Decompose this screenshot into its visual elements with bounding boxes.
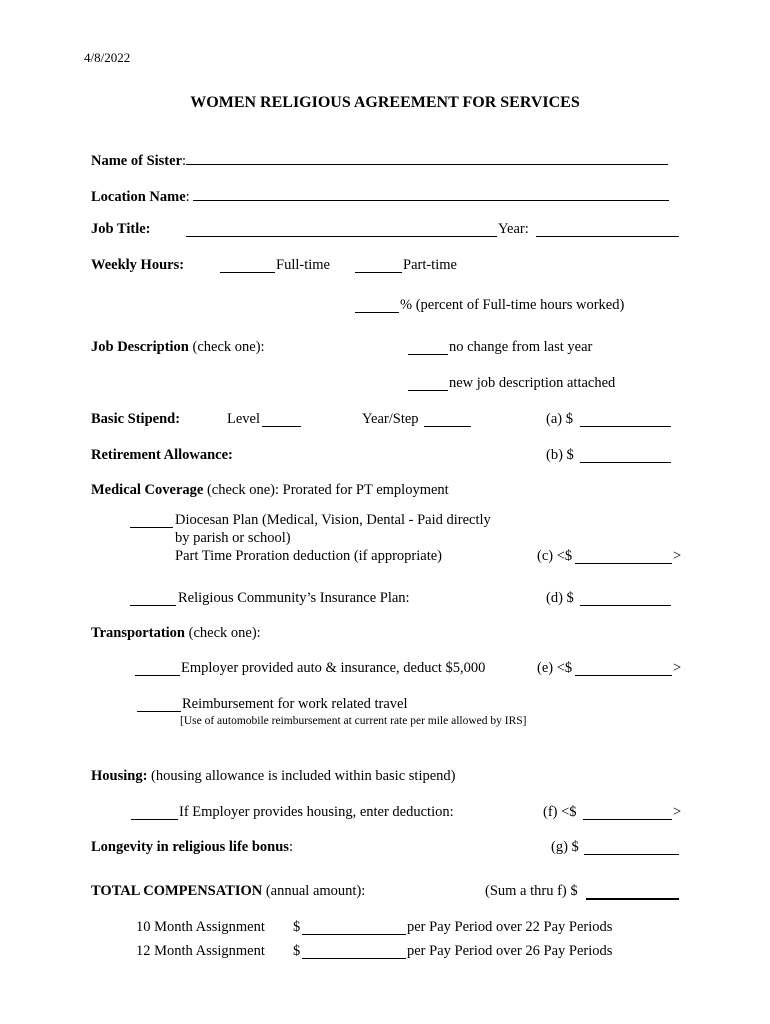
- name-of-sister-row: [91, 150, 668, 169]
- amount-b-field[interactable]: [580, 448, 671, 463]
- total-field[interactable]: [586, 884, 679, 900]
- weekly-hours-label: Weekly Hours:: [91, 257, 185, 273]
- amount-f-label: (f) <$: [543, 804, 577, 820]
- full-time-label: Full-time: [276, 257, 330, 273]
- total-row: [91, 884, 365, 899]
- medical-hint: (check one): Prorated for PT employment: [203, 482, 449, 498]
- amount-f-close: >: [673, 804, 682, 820]
- amount-d-label: (d) $: [546, 590, 574, 606]
- housing-hint: (housing allowance is included within basic stipend): [147, 768, 456, 784]
- longevity-row: [91, 840, 293, 855]
- year-step-label: Year/Step: [362, 411, 419, 427]
- assignment-10-dollar: $: [293, 919, 301, 935]
- name-of-sister-label: Name of Sister: [91, 153, 183, 169]
- location-name-label: Location Name: [91, 189, 186, 205]
- proration-label: Part Time Proration deduction (if appropriate): [175, 548, 442, 564]
- amount-c-close: >: [673, 548, 682, 564]
- transportation-label: Transportation: [91, 625, 185, 641]
- job-description-row: [91, 340, 265, 355]
- part-time-blank[interactable]: [355, 258, 402, 273]
- full-time-blank[interactable]: [220, 258, 275, 273]
- year-step-field[interactable]: [424, 412, 471, 427]
- job-title-field[interactable]: [186, 222, 497, 237]
- amount-c-field[interactable]: [575, 549, 672, 564]
- diocesan-line2: by parish or school): [175, 530, 291, 546]
- diocesan-line1: Diocesan Plan (Medical, Vision, Dental - Paid directly: [175, 512, 491, 528]
- reimbursement-note: [Use of automobile reimbursement at current rate per mile allowed by IRS]: [180, 715, 527, 727]
- location-name-sep: :: [185, 189, 190, 205]
- location-name-row: [91, 186, 669, 205]
- amount-g-label: (g) $: [551, 839, 579, 855]
- diocesan-blank[interactable]: [130, 513, 173, 528]
- job-title-label: Job Title:: [91, 221, 151, 237]
- job-year-field[interactable]: [536, 222, 679, 237]
- reimbursement-blank[interactable]: [137, 697, 181, 712]
- assignment-12-dollar: $: [293, 943, 301, 959]
- no-change-blank[interactable]: [408, 340, 448, 355]
- amount-e-close: >: [673, 660, 682, 676]
- retirement-label: Retirement Allowance:: [91, 447, 233, 463]
- assignment-12-suffix: per Pay Period over 26 Pay Periods: [407, 943, 613, 959]
- level-field[interactable]: [262, 412, 301, 427]
- amount-f-field[interactable]: [583, 805, 672, 820]
- assignment-10-field[interactable]: [302, 920, 406, 935]
- transportation-hint: (check one):: [185, 625, 261, 641]
- new-description-blank[interactable]: [408, 376, 448, 391]
- reimbursement-label: Reimbursement for work related travel: [182, 696, 408, 712]
- amount-d-field[interactable]: [580, 591, 671, 606]
- housing-label: Housing:: [91, 768, 148, 784]
- name-of-sister-field[interactable]: [186, 150, 668, 165]
- document-title: WOMEN RELIGIOUS AGREEMENT FOR SERVICES: [190, 94, 580, 111]
- employer-auto-blank[interactable]: [135, 661, 180, 676]
- basic-stipend-label: Basic Stipend:: [91, 411, 181, 427]
- percent-blank[interactable]: [355, 298, 399, 313]
- assignment-12-label: 12 Month Assignment: [136, 943, 265, 959]
- no-change-label: no change from last year: [449, 339, 593, 355]
- amount-e-field[interactable]: [575, 661, 672, 676]
- employer-housing-label: If Employer provides housing, enter deduction:: [179, 804, 454, 820]
- total-sum-label: (Sum a thru f) $: [485, 883, 578, 899]
- total-label: TOTAL COMPENSATION: [91, 883, 263, 899]
- new-description-label: new job description attached: [449, 375, 616, 391]
- longevity-label: Longevity in religious life bonus: [91, 839, 289, 855]
- religious-plan-blank[interactable]: [130, 591, 176, 606]
- assignment-10-suffix: per Pay Period over 22 Pay Periods: [407, 919, 613, 935]
- job-description-hint: (check one):: [188, 339, 265, 355]
- percent-note: % (percent of Full-time hours worked): [400, 297, 625, 313]
- amount-c-label: (c) <$: [537, 548, 573, 564]
- amount-a-field[interactable]: [580, 412, 671, 427]
- assignment-12-field[interactable]: [302, 944, 406, 959]
- level-label: Level: [227, 411, 261, 427]
- assignment-10-label: 10 Month Assignment: [136, 919, 265, 935]
- medical-row: [91, 483, 449, 498]
- housing-row: [91, 769, 455, 784]
- employer-auto-label: Employer provided auto & insurance, deduct $5,000: [181, 660, 486, 676]
- amount-b-label: (b) $: [546, 447, 574, 463]
- religious-plan-label: Religious Community’s Insurance Plan:: [178, 590, 410, 606]
- amount-e-label: (e) <$: [537, 660, 573, 676]
- part-time-label: Part-time: [403, 257, 457, 273]
- amount-g-field[interactable]: [584, 840, 679, 855]
- document-date: 4/8/2022: [84, 50, 131, 65]
- total-hint: (annual amount):: [262, 883, 366, 899]
- transportation-row: [91, 626, 261, 641]
- medical-label: Medical Coverage: [91, 482, 204, 498]
- location-name-field[interactable]: [193, 186, 669, 201]
- name-of-sister-sep: :: [182, 153, 187, 169]
- employer-housing-blank[interactable]: [131, 805, 178, 820]
- job-description-label: Job Description: [91, 339, 189, 355]
- job-year-label: Year:: [498, 221, 529, 237]
- longevity-sep: :: [288, 839, 293, 855]
- amount-a-label: (a) $: [546, 411, 573, 427]
